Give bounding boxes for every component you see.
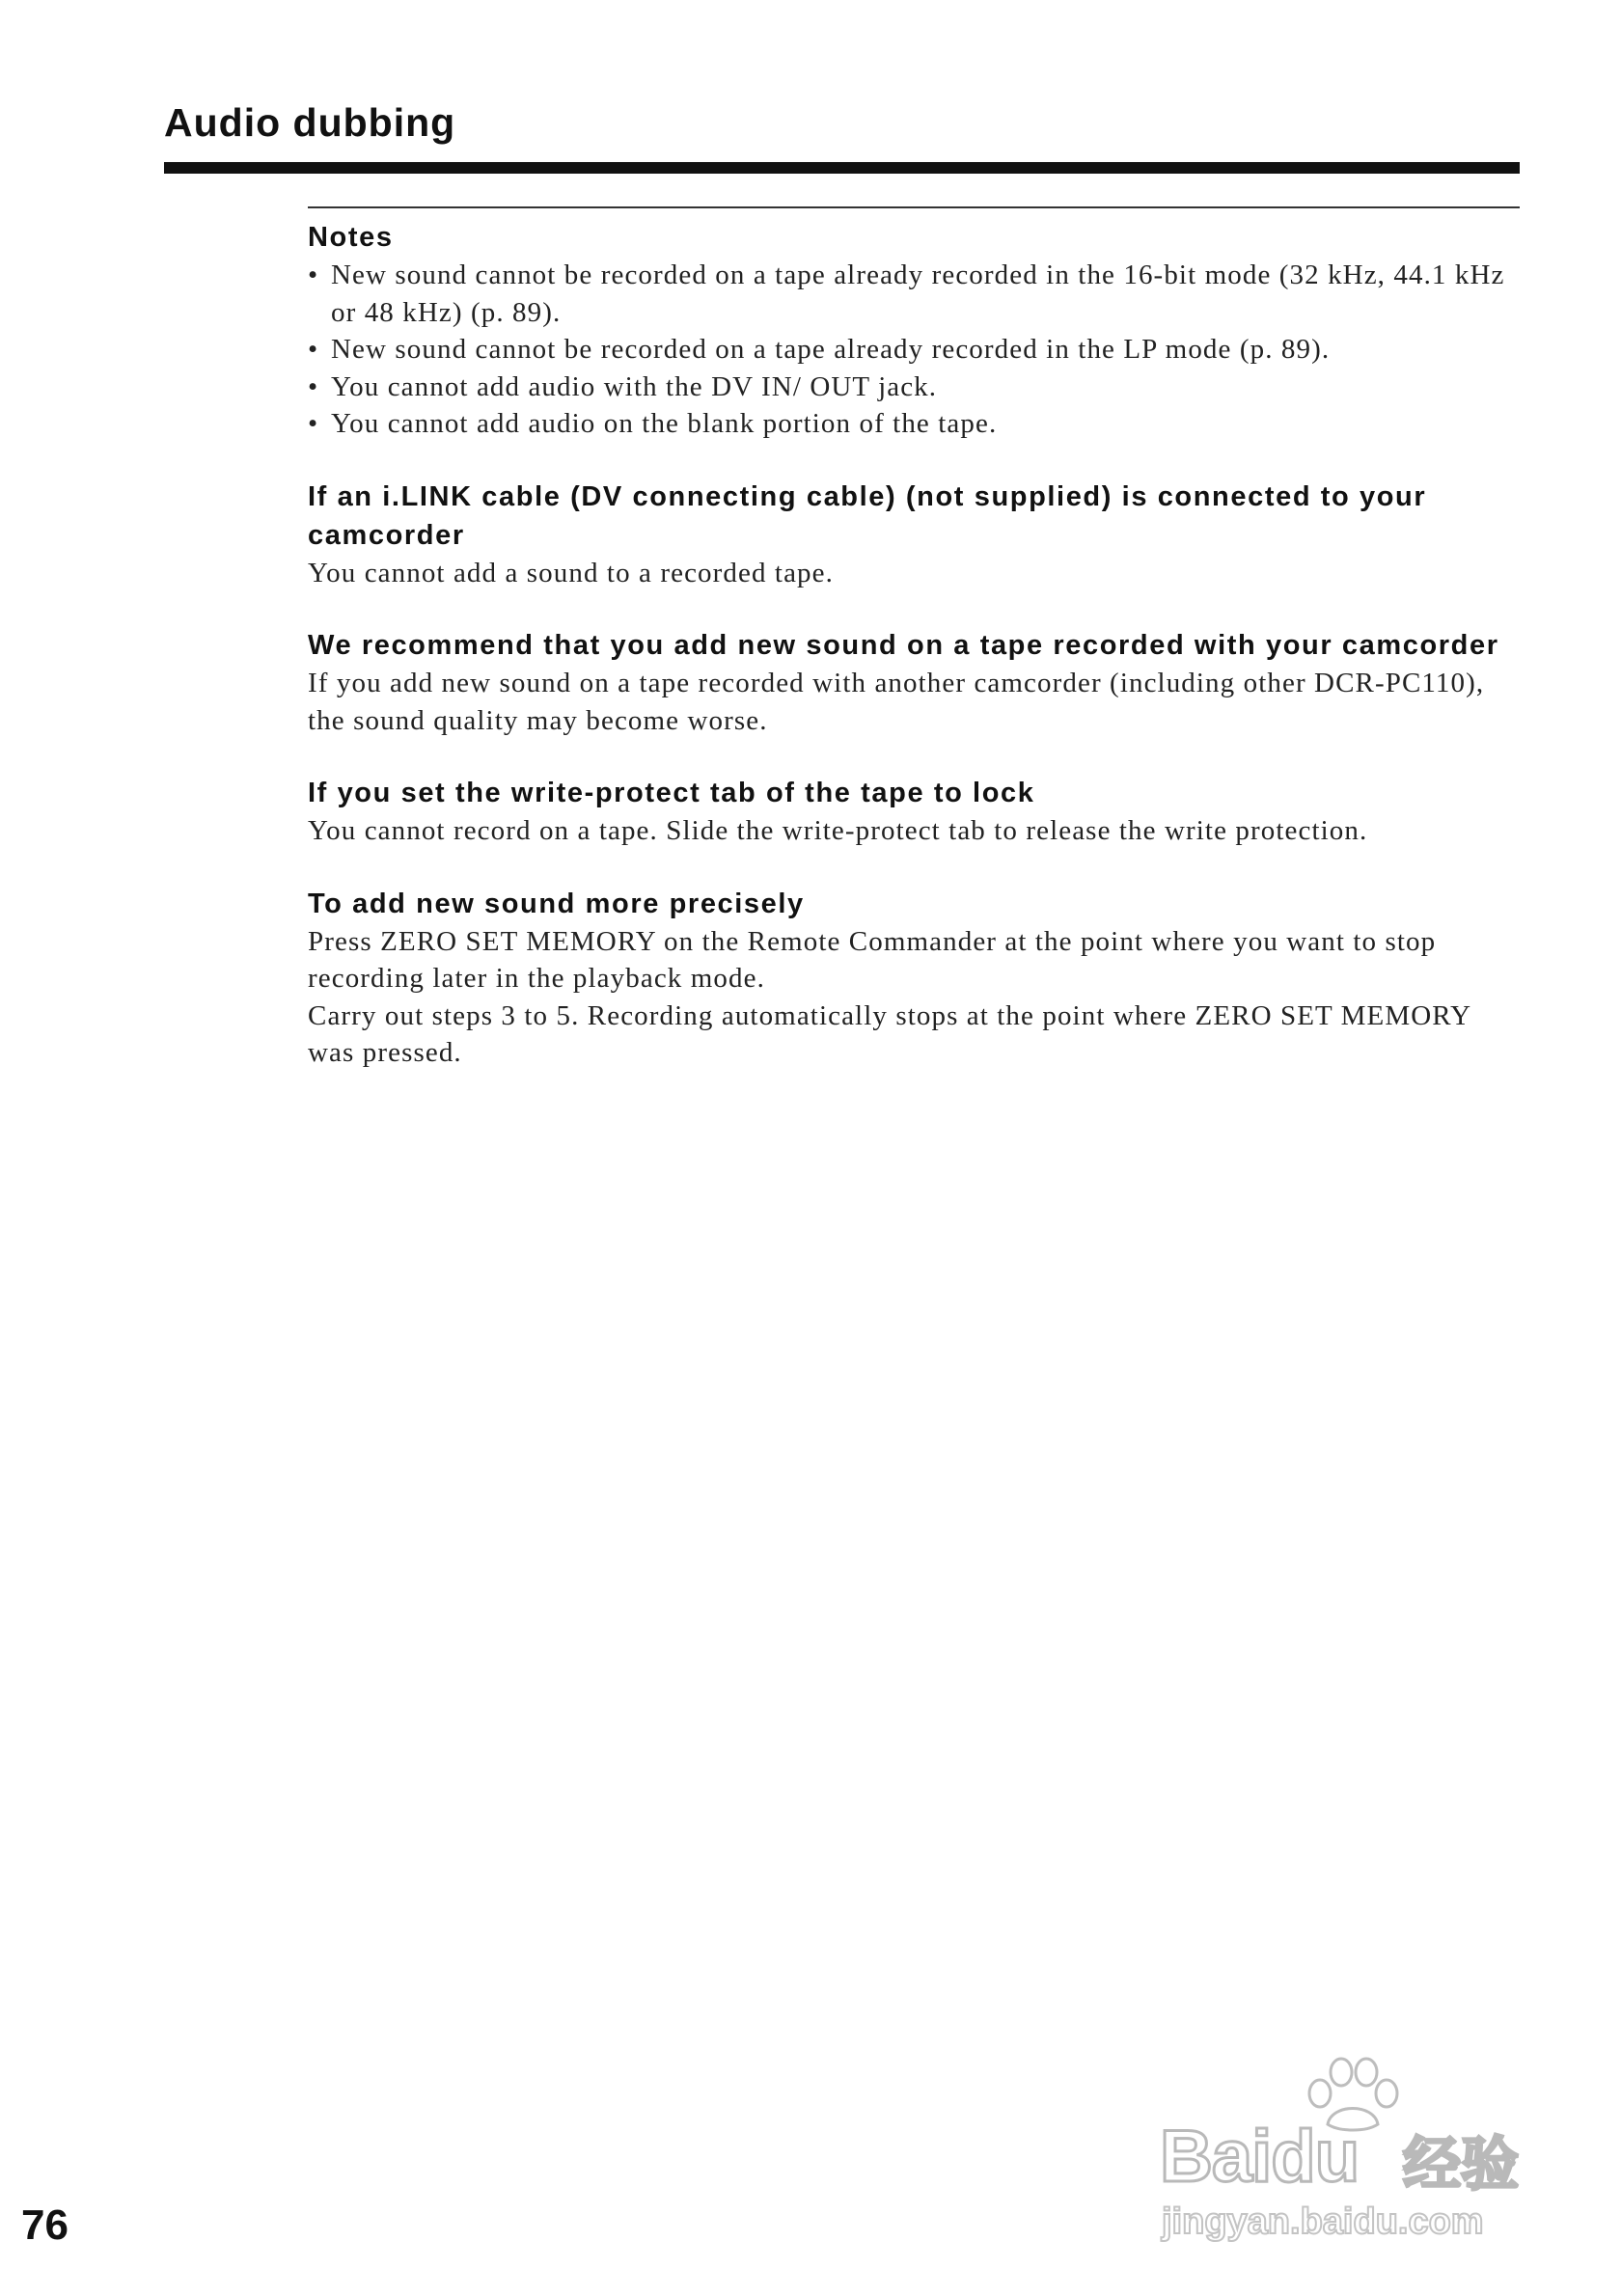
- section-heading: If an i.LINK cable (DV connecting cable) (not supplied) is connected to your camcorder: [308, 480, 1427, 551]
- section-heading: We recommend that you add new sound on a tape recorded with your camcorder: [308, 630, 1499, 661]
- notes-list: [308, 257, 1520, 443]
- section-precisely: [308, 885, 1520, 1072]
- watermark-brand: Baidu: [1160, 2116, 1360, 2198]
- notes-item: • New sound cannot be recorded on a tape already recorded in the 16-bit mode (32 kHz, 44.1 kHz or 48 kHz) (p. 89).: [308, 257, 1520, 331]
- page-title: Audio dubbing: [164, 100, 456, 145]
- section-heading: To add new sound more precisely: [308, 888, 805, 919]
- section-paragraph: You cannot record on a tape. Slide the write-protect tab to release the write protection.: [308, 815, 1368, 846]
- section-recommend: [308, 626, 1520, 739]
- section-paragraph: You cannot add a sound to a recorded tape.: [308, 557, 834, 588]
- watermark-url: jingyan.baidu.com: [1162, 2201, 1484, 2242]
- content-rule: [308, 206, 1520, 208]
- section-paragraph: Carry out steps 3 to 5. Recording automatically stops at the point where ZERO SET MEMORY was pressed.: [308, 999, 1471, 1068]
- main-content: [308, 206, 1520, 1072]
- baidu-watermark: [1154, 2055, 1540, 2248]
- watermark-brand-cn: 经验: [1403, 2131, 1519, 2199]
- page-number: 76: [21, 2201, 69, 2249]
- notes-heading: Notes: [308, 222, 394, 253]
- section-paragraph: If you add new sound on a tape recorded with another camcorder (including other DCR-PC110), the sound quality may become worse.: [308, 668, 1485, 736]
- title-rule: [164, 162, 1520, 174]
- section-ilink-cable: [308, 478, 1520, 592]
- section-heading: If you set the write-protect tab of the tape to lock: [308, 778, 1035, 808]
- section-write-protect: [308, 774, 1520, 850]
- notes-item: • New sound cannot be recorded on a tape already recorded in the LP mode (p. 89).: [308, 331, 1520, 369]
- notes-section: [308, 218, 1520, 443]
- notes-item: • You cannot add audio with the DV IN/ OUT jack.: [308, 369, 1520, 406]
- section-paragraph: Press ZERO SET MEMORY on the Remote Commander at the point where you want to stop recording later in the playback mode.: [308, 925, 1437, 994]
- notes-item: • You cannot add audio on the blank portion of the tape.: [308, 405, 1520, 443]
